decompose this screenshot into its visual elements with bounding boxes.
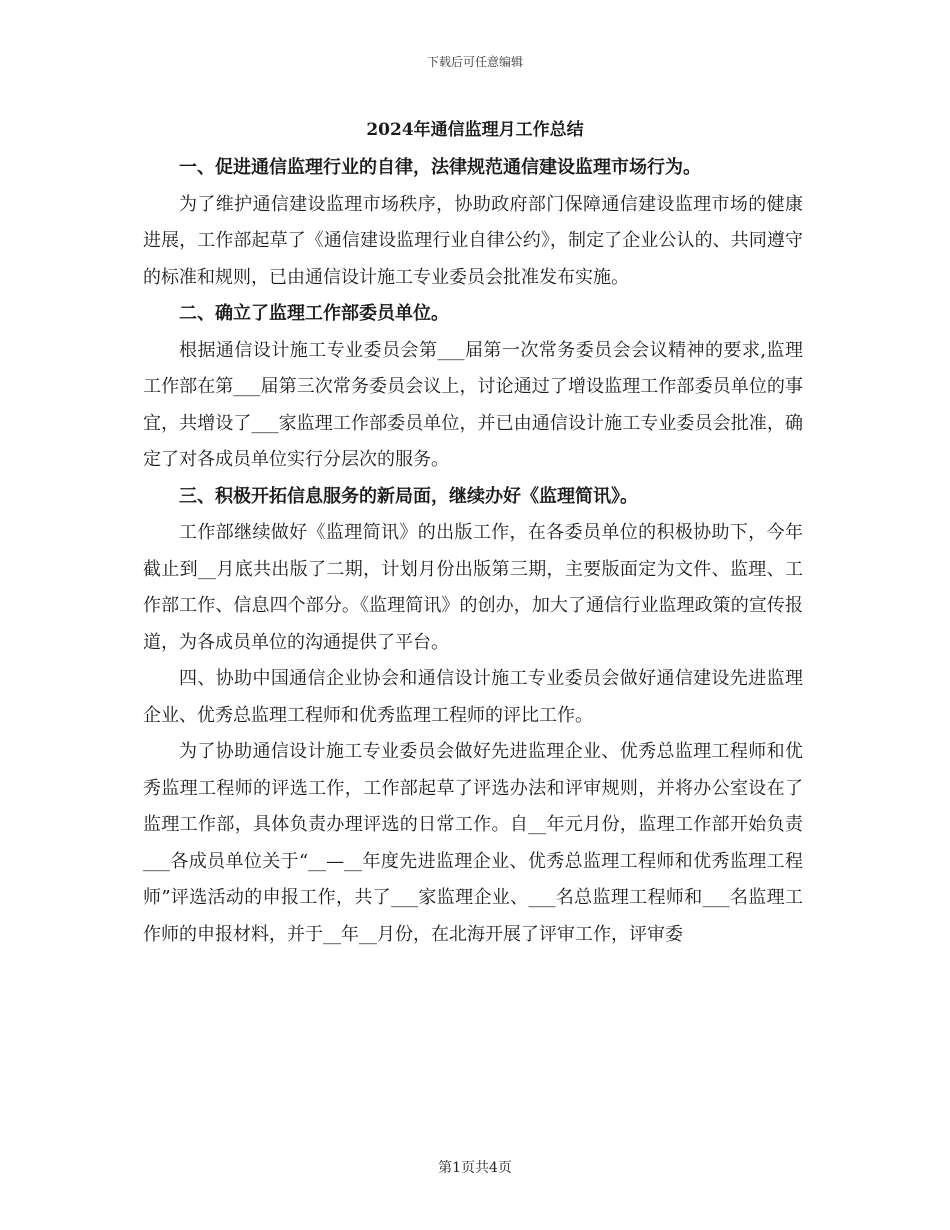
section-heading-4: 四、协助中国通信企业协会和通信设计施工专业委员会做好通信建设先进监理企业、优秀总监理工程师和优秀监理工程师的评比工作。 (143, 668, 803, 726)
paragraph-1: 为了维护通信建设监理市场秩序，协助政府部门保障通信建设监理市场的健康进展，工作部起草了《通信建设监理行业自律公约》，制定了企业公认的、共同遵守的标准和规则，已由通信设计施工专业委员会批准发布实施。 (143, 193, 803, 288)
section-heading-1: 一、促进通信监理行业的自律，法律规范通信建设监理市场行为。 (179, 157, 701, 178)
paragraph-4: 为了协助通信设计施工专业委员会做好先进监理企业、优秀总监理工程师和优秀监理工程师的评选工作，工作部起草了评选办法和评审规则，并将办公室设在了监理工作部，具体负责办理评选的日常工作。自__年元月份，监理工作部开始负责___各成员单位关于“__—__年度先进监理企业、优秀总监理工程师和优秀监理工程师”评选活动的申报工作，共了___家监理企业、___名总监理工程师和___名监理工作师的申报材料，并于__年__月份，在北海开展了评审工作，评审委 (143, 741, 803, 945)
page-footer: 第1页共4页 (438, 1160, 512, 1176)
document-body (143, 150, 803, 953)
header-note: 下载后可任意编辑 (426, 55, 523, 69)
document-title: 2024年通信监理月工作总结 (366, 120, 584, 140)
section-heading-3: 三、积极开拓信息服务的新局面，继续办好《监理简讯》。 (179, 485, 638, 507)
paragraph-3: 工作部继续做好《监理简讯》的出版工作，在各委员单位的积极协助下，今年截止到__月底共出版了二期，计划月份出版第三期，主要版面定为文件、监理、工作部工作、信息四个部分。《监理简讯》的创办，加大了通信行业监理政策的宣传报道，为各成员单位的沟通提供了平台。 (143, 522, 803, 653)
paragraph-2: 根据通信设计施工专业委员会第___届第一次常务委员会会议精神的要求,监理工作部在第___届第三次常务委员会议上，讨论通过了增设监理工作部委员单位的事宜，共增设了___家监理工作部委员单位，并已由通信设计施工专业委员会批准，确定了对各成员单位实行分层次的服务。 (143, 339, 803, 470)
section-heading-2: 二、确立了监理工作部委员单位。 (179, 303, 449, 324)
